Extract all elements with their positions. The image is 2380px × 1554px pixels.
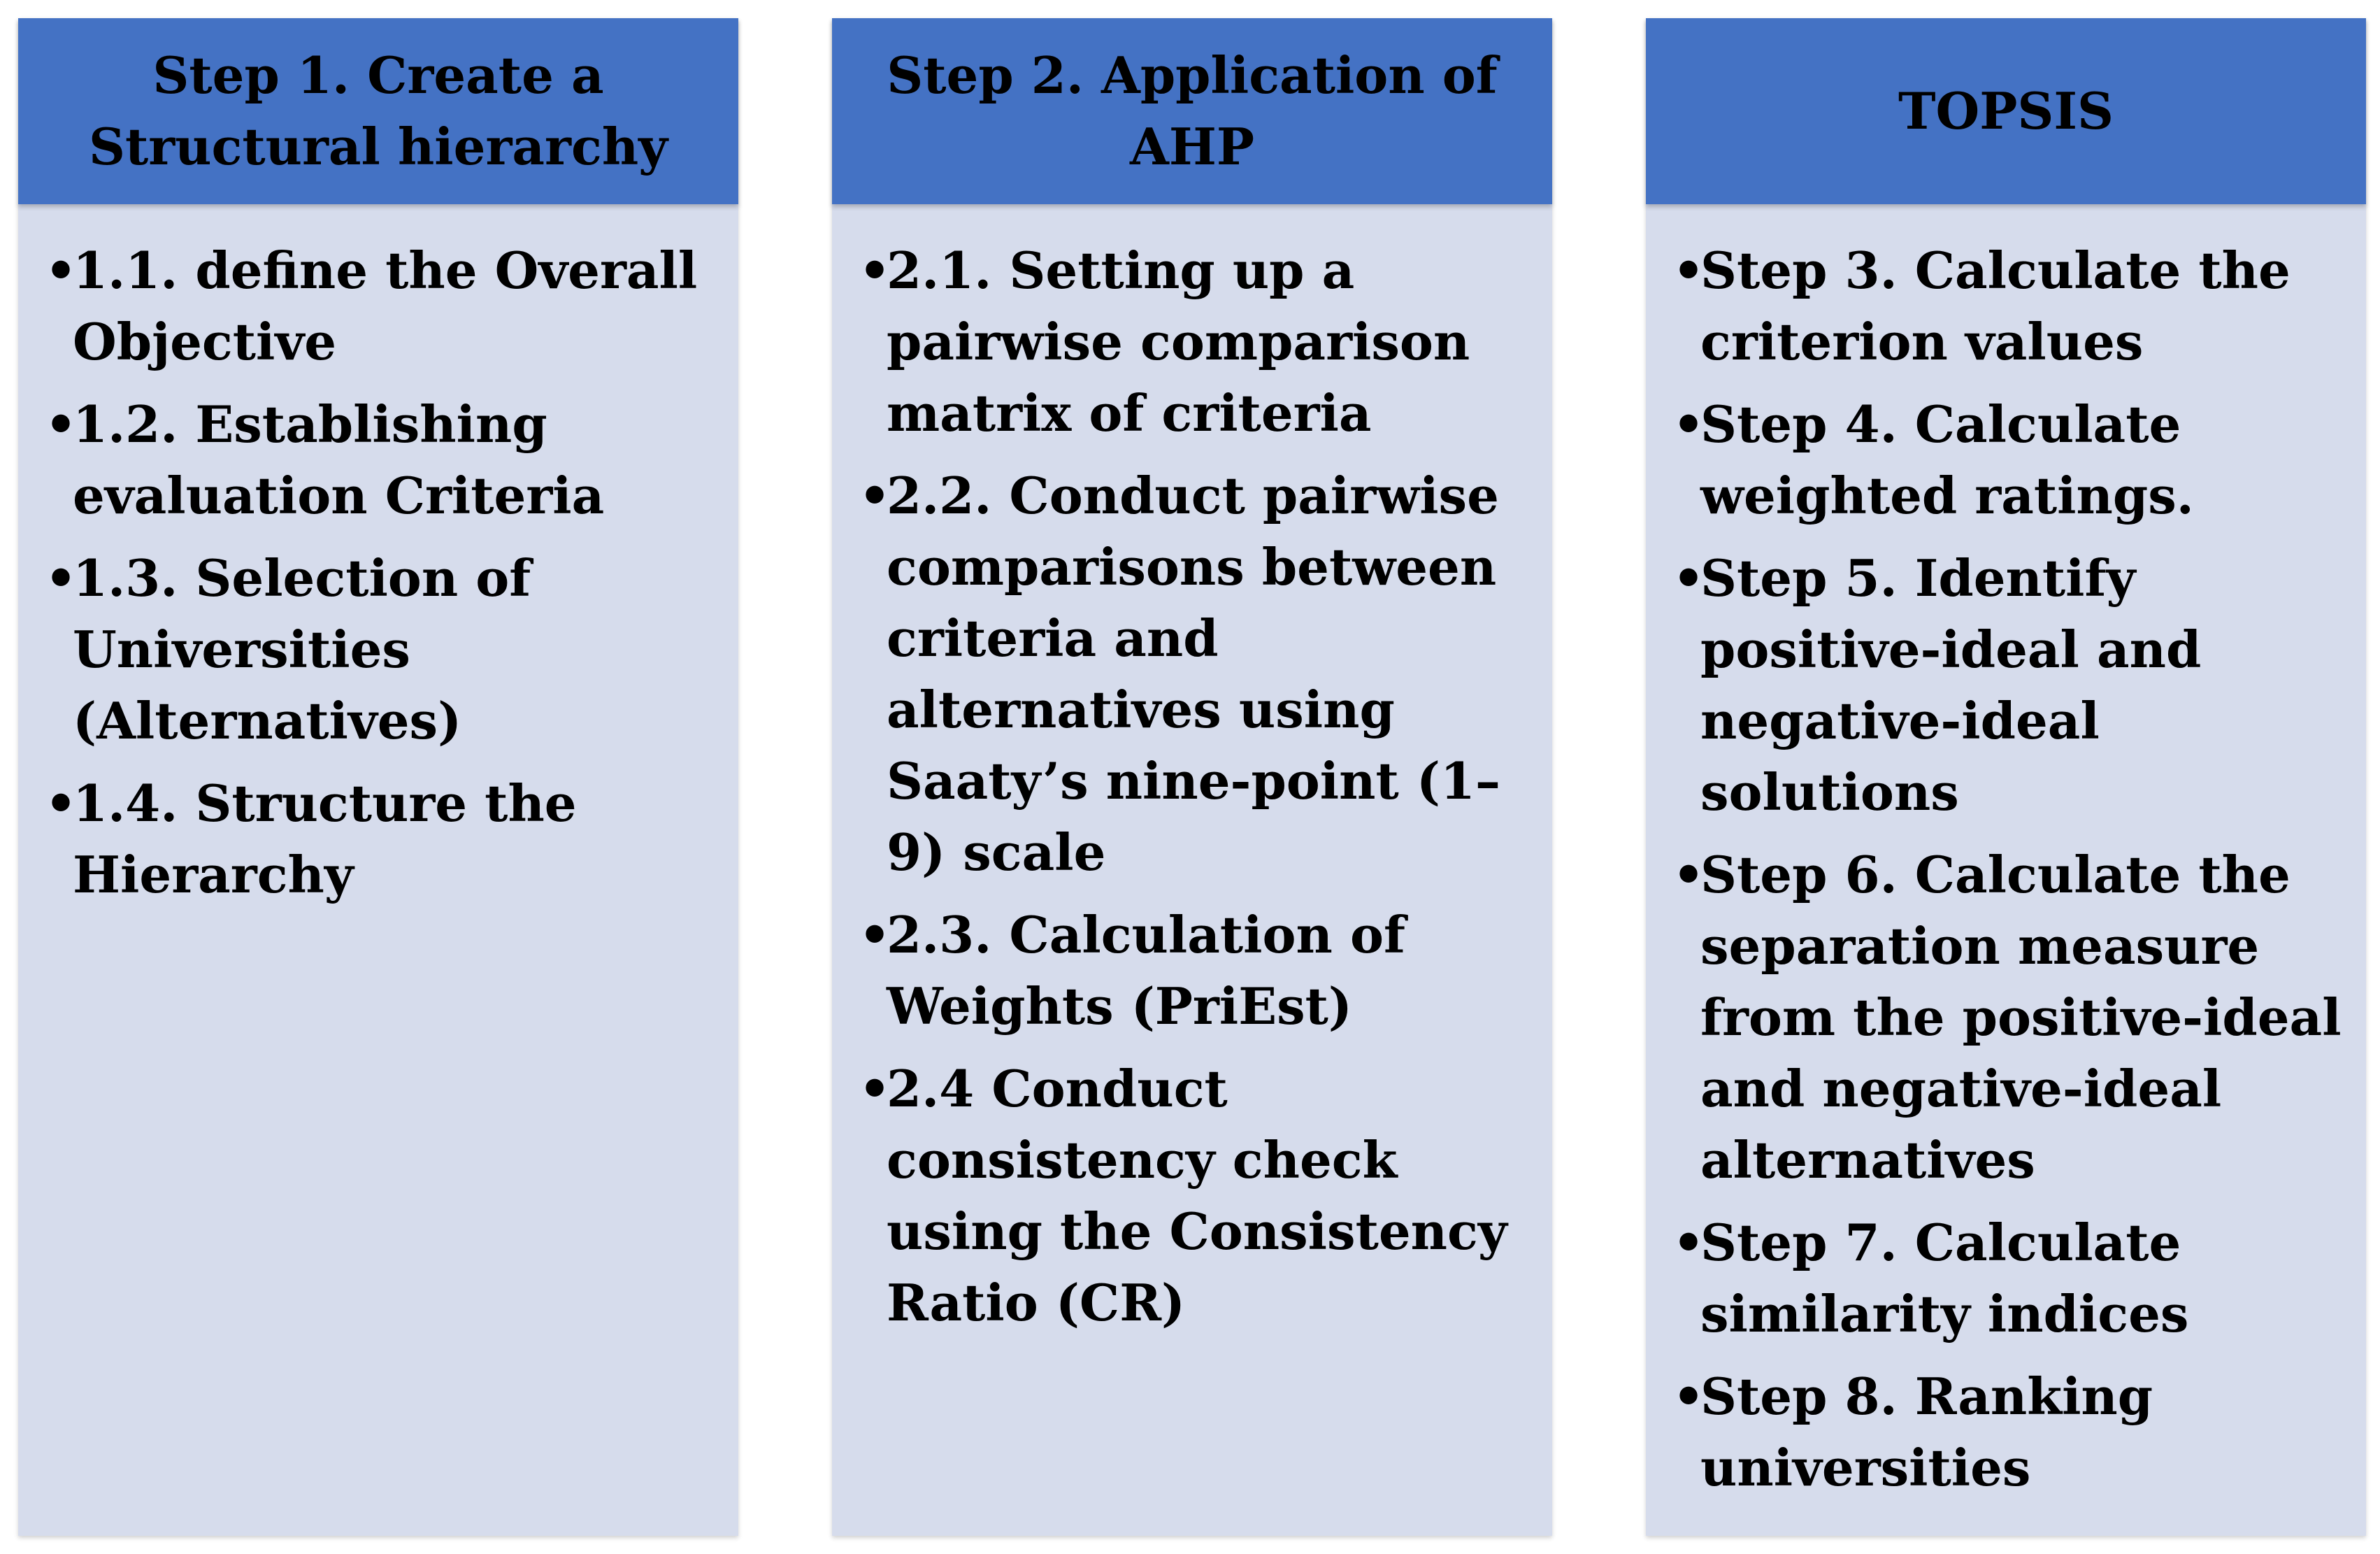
step1-column <box>18 18 738 1536</box>
list-item <box>859 899 1538 1042</box>
bullet-icon: • <box>1672 1367 1705 1426</box>
list-item <box>1672 1361 2352 1504</box>
list-item-text: Step 7. Calculate similarity indices <box>1700 1213 2189 1343</box>
bullet-icon: • <box>1672 1213 1705 1272</box>
step2-column <box>832 18 1552 1536</box>
list-item-text: 1.2. Establishing evaluation Criteria <box>73 394 605 525</box>
bullet-icon: • <box>45 394 78 454</box>
list-item <box>1672 235 2352 378</box>
bullet-icon: • <box>859 241 891 300</box>
list-item-text: 1.3. Selection of Universities (Alternatives) <box>73 548 531 750</box>
list-item <box>1672 1207 2352 1350</box>
list-item-text: Step 4. Calculate weighted ratings. <box>1700 394 2194 525</box>
step1-header: Step 1. Create a Structural hierarchy <box>18 18 738 204</box>
list-item <box>859 460 1538 888</box>
list-item <box>859 235 1538 449</box>
list-item-text: Step 5. Identify positive-ideal and negative-ideal solutions <box>1700 548 2202 822</box>
bullet-icon: • <box>1672 548 1705 608</box>
bullet-icon: • <box>45 241 78 300</box>
list-item-text: 2.3. Calculation of Weights (PriEst) <box>887 905 1405 1036</box>
list-item <box>1672 543 2352 828</box>
bullet-icon: • <box>859 1059 891 1118</box>
list-item <box>45 235 724 378</box>
list-item-text: Step 6. Calculate the separation measure from the positive-ideal and negative-ideal alternatives <box>1700 845 2342 1190</box>
list-item <box>859 1053 1538 1339</box>
topsis-list <box>1646 204 2366 1504</box>
list-item <box>45 543 724 757</box>
list-item <box>1672 839 2352 1196</box>
topsis-column <box>1646 18 2366 1536</box>
bullet-icon: • <box>1672 241 1705 300</box>
list-item-text: Step 8. Ranking universities <box>1700 1367 2153 1497</box>
list-item <box>45 389 724 532</box>
step2-list <box>832 204 1552 1339</box>
list-item-text: Step 3. Calculate the criterion values <box>1700 241 2291 371</box>
bullet-icon: • <box>45 548 78 608</box>
step1-list <box>18 204 738 911</box>
step2-header: Step 2. Application of AHP <box>832 18 1552 204</box>
bullet-icon: • <box>45 774 78 833</box>
bullet-icon: • <box>859 905 891 964</box>
list-item-text: 1.4. Structure the Hierarchy <box>73 774 577 904</box>
list-item-text: 2.1. Setting up a pairwise comparison matrix of criteria <box>887 241 1470 443</box>
list-item-text: 2.4 Conduct consistency check using the Consistency Ratio (CR) <box>887 1059 1507 1332</box>
bullet-icon: • <box>1672 845 1705 904</box>
list-item <box>45 768 724 911</box>
list-item-text: 2.2. Conduct pairwise comparisons between criteria and alternatives using Saaty’s nine-point (1–9) scale <box>887 466 1500 882</box>
topsis-header: TOPSIS <box>1646 18 2366 204</box>
bullet-icon: • <box>859 466 891 525</box>
list-item <box>1672 389 2352 532</box>
bullet-icon: • <box>1672 394 1705 454</box>
list-item-text: 1.1. define the Overall Objective <box>73 241 698 371</box>
